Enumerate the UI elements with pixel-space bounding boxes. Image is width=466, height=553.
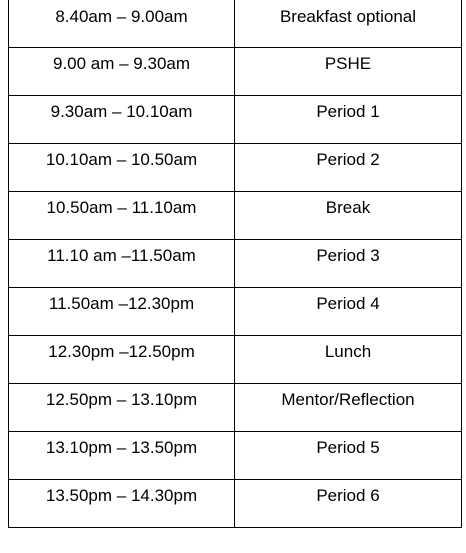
table-row bbox=[9, 192, 462, 240]
table-row bbox=[9, 240, 462, 288]
activity-cell: Break bbox=[235, 192, 462, 240]
table-row bbox=[9, 48, 462, 96]
table-row bbox=[9, 480, 462, 528]
activity-cell: Period 1 bbox=[235, 96, 462, 144]
time-cell: 9.00 am – 9.30am bbox=[9, 48, 235, 96]
time-cell: 12.50pm – 13.10pm bbox=[9, 384, 235, 432]
table-row bbox=[9, 0, 462, 48]
table-row bbox=[9, 384, 462, 432]
activity-cell: Period 5 bbox=[235, 432, 462, 480]
activity-cell: Period 2 bbox=[235, 144, 462, 192]
time-cell: 11.10 am –11.50am bbox=[9, 240, 235, 288]
activity-cell: Lunch bbox=[235, 336, 462, 384]
table-row bbox=[9, 96, 462, 144]
timetable bbox=[8, 0, 462, 528]
table-row bbox=[9, 432, 462, 480]
activity-cell: PSHE bbox=[235, 48, 462, 96]
activity-cell: Period 6 bbox=[235, 480, 462, 528]
time-cell: 13.50pm – 14.30pm bbox=[9, 480, 235, 528]
time-cell: 10.10am – 10.50am bbox=[9, 144, 235, 192]
table-row bbox=[9, 336, 462, 384]
table-row bbox=[9, 288, 462, 336]
time-cell: 9.30am – 10.10am bbox=[9, 96, 235, 144]
time-cell: 10.50am – 11.10am bbox=[9, 192, 235, 240]
time-cell: 12.30pm –12.50pm bbox=[9, 336, 235, 384]
time-cell: 13.10pm – 13.50pm bbox=[9, 432, 235, 480]
time-cell: 11.50am –12.30pm bbox=[9, 288, 235, 336]
table-row bbox=[9, 144, 462, 192]
activity-cell: Breakfast optional bbox=[235, 0, 462, 48]
time-cell: 8.40am – 9.00am bbox=[9, 0, 235, 48]
activity-cell: Period 4 bbox=[235, 288, 462, 336]
activity-cell: Mentor/Reflection bbox=[235, 384, 462, 432]
activity-cell: Period 3 bbox=[235, 240, 462, 288]
